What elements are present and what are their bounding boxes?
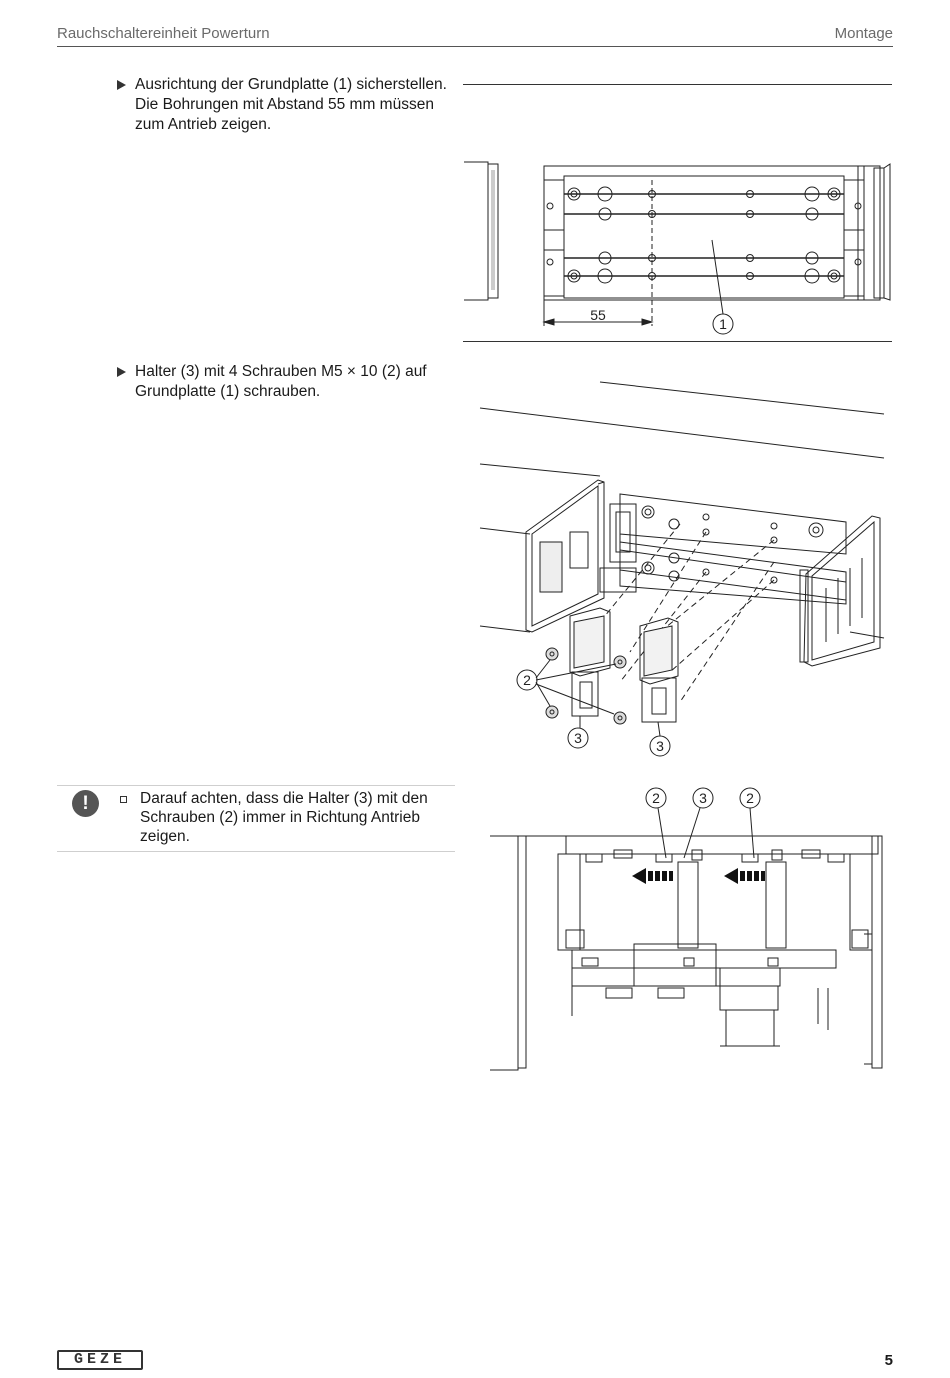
callout-1-label: 1 [719, 316, 727, 332]
note-bottom-rule [57, 851, 455, 852]
step-2-text: Halter (3) mit 4 Schrauben M5 × 10 (2) auf Grundplatte (1) schrauben. [135, 363, 427, 400]
bullet-arrow-icon [117, 80, 126, 90]
header-divider [57, 46, 893, 47]
figure-base-plate [462, 150, 894, 340]
callout-3-label: 3 [699, 790, 707, 806]
callout-2-label: 2 [523, 672, 531, 688]
callout-3b-label: 3 [656, 738, 664, 754]
dimension-55-label: 55 [590, 307, 606, 323]
step-1-text: Ausrichtung der Grundplatte (1) sicherstellen. Die Bohrungen mit Abstand 55 mm müssen zum Antrieb zeigen. [135, 76, 447, 133]
callout-2b-label: 2 [746, 790, 754, 806]
note-text: Darauf achten, dass die Halter (3) mit den Schrauben (2) immer in Richtung Antrieb zeigen. [140, 790, 428, 845]
figure-exploded-assembly [470, 372, 900, 767]
document-title: Rauchschaltereinheit Powerturn [57, 25, 270, 42]
figure-holder-orientation [488, 784, 888, 1076]
callout-2a-label: 2 [652, 790, 660, 806]
note-bullet-icon [120, 796, 127, 803]
figure-1-top-rule [463, 84, 892, 85]
figure-1-bottom-rule [463, 341, 892, 342]
section-title: Montage [834, 25, 893, 42]
note-top-rule [57, 785, 455, 786]
bullet-arrow-icon [117, 367, 126, 377]
warning-exclamation-icon: ! [72, 790, 99, 817]
callout-3a-label: 3 [574, 730, 582, 746]
page-number: 5 [884, 1352, 893, 1369]
geze-logo: GEZE [57, 1350, 143, 1370]
